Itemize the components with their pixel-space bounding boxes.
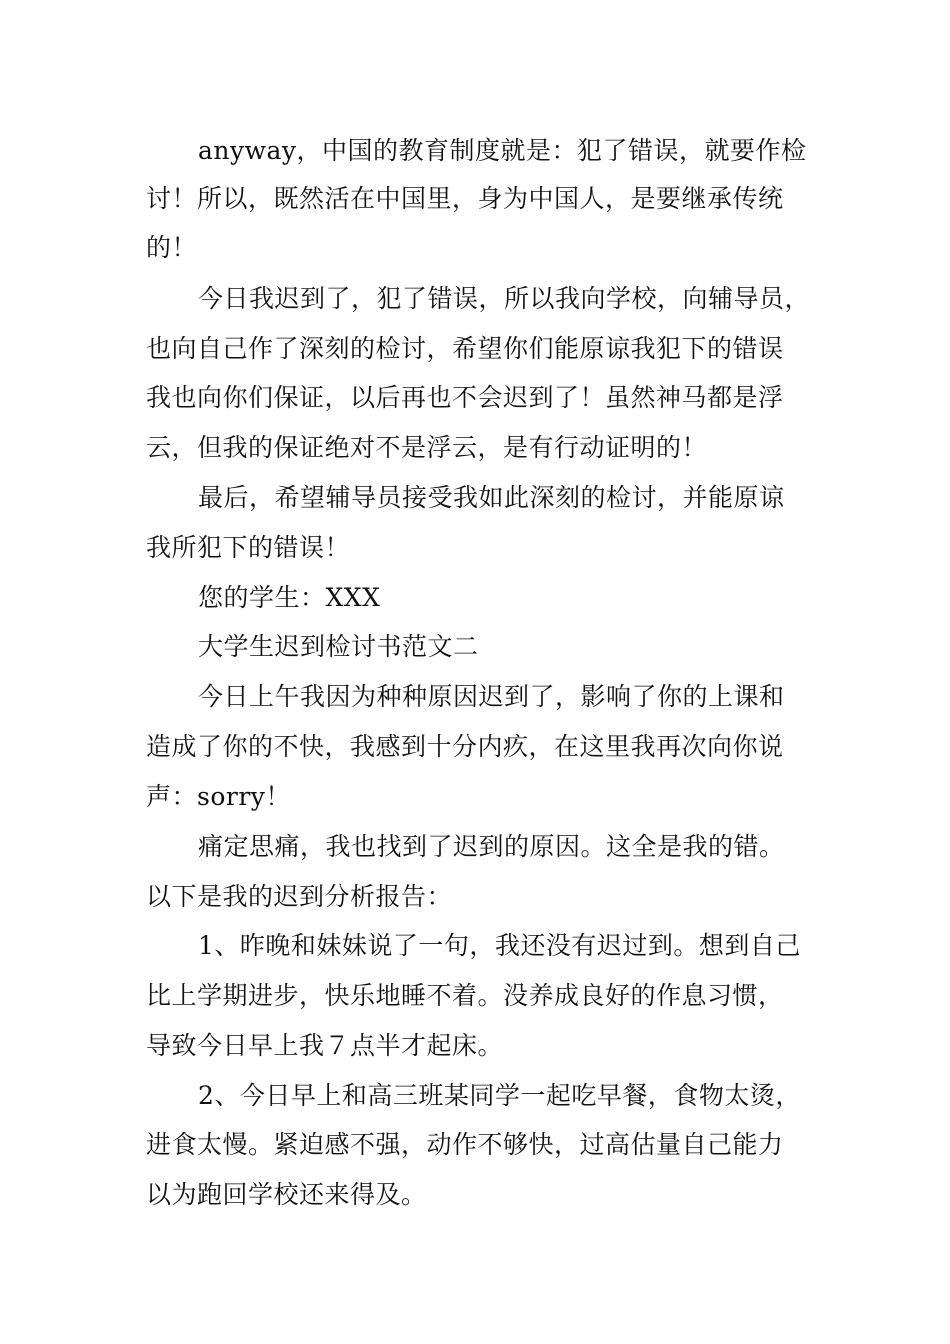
text-line: 声：sorry！ [146,782,291,811]
text-line: 进食太慢。紧迫感不强，动作不够快，过高估量自己能力 [146,1130,784,1159]
text-line: 云，但我的保证绝对不是浮云，是有行动证明的！ [146,433,708,462]
text-line: 造成了你的不快，我感到十分内疚，在这里我再次向你说 [146,732,784,761]
text-line: 以下是我的迟到分析报告： [146,882,453,911]
text-line: 的！ [146,233,198,262]
text-line: 今日上午我因为种种原因迟到了，影响了你的上课和 [198,682,785,711]
text-line: anyway，中国的教育制度就是：犯了错误，就要作检 [198,136,807,165]
text-line: 比上学期进步，快乐地睡不着。没养成良好的作息习惯， [146,981,784,1010]
text-line: 也向自己作了深刻的检讨，希望你们能原谅我犯下的错误 [146,334,784,363]
text-line: 导致今日早上我７点半才起床。 [146,1031,504,1060]
text-line: 1、昨晚和妹妹说了一句，我还没有迟过到。想到自己 [198,931,801,960]
section-title: 大学生迟到检讨书范文二 [198,632,479,661]
text-line: 今日我迟到了，犯了错误，所以我向学校，向辅导员， [198,284,811,313]
text-line: 我也向你们保证，以后再也不会迟到了！虽然神马都是浮 [146,383,784,412]
text-line: 痛定思痛，我也找到了迟到的原因。这全是我的错。 [198,832,785,861]
text-line: 2、今日早上和高三班某同学一起吃早餐，食物太烫， [198,1081,801,1110]
text-line: 讨！所以，既然活在中国里，身为中国人，是要继承传统 [146,184,784,213]
text-line: 我所犯下的错误！ [146,533,351,562]
text-line: 以为跑回学校还来得及。 [146,1180,427,1209]
signature-line: 您的学生：XXX [198,583,381,612]
text-line: 最后，希望辅导员接受我如此深刻的检讨，并能原谅 [198,483,785,512]
